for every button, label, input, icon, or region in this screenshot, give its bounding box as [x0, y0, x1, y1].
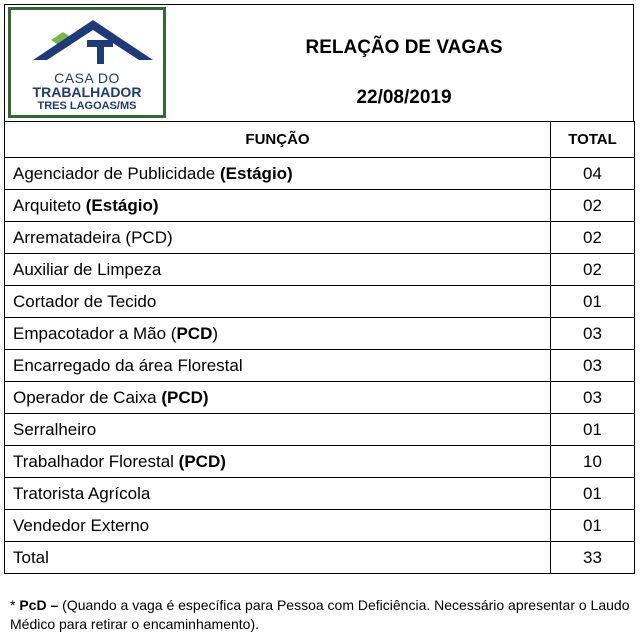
footnote-text: (Quando a vaga é específica para Pessoa com Deficiência. Necessário apresentar o Laudo Médico para retirar o encaminhamento). — [10, 597, 630, 632]
row-total: 03 — [551, 350, 635, 382]
row-funcao: Vendedor Externo — [5, 510, 551, 542]
table-row — [5, 510, 635, 542]
table-row — [5, 414, 635, 446]
row-funcao: Encarregado da área Florestal — [5, 350, 551, 382]
row-total: 01 — [551, 414, 635, 446]
total-label: Total — [5, 542, 551, 574]
row-funcao: Agenciador de Publicidade (Estágio) — [5, 158, 551, 190]
table-header-row — [5, 122, 635, 158]
row-funcao: Empacotador a Mão (PCD) — [5, 318, 551, 350]
row-funcao: Operador de Caixa (PCD) — [5, 382, 551, 414]
row-total: 04 — [551, 158, 635, 190]
row-total: 02 — [551, 190, 635, 222]
table-row — [5, 158, 635, 190]
row-funcao: Serralheiro — [5, 414, 551, 446]
table-row — [5, 318, 635, 350]
row-funcao: Trabalhador Florestal (PCD) — [5, 446, 551, 478]
logo-line1: CASA DO — [54, 70, 120, 86]
table-row — [5, 254, 635, 286]
table-row — [5, 446, 635, 478]
footnote-term: PcD – — [19, 597, 59, 613]
row-funcao: Auxiliar de Limpeza — [5, 254, 551, 286]
logo-line3: TRES LAGOAS/MS — [37, 100, 137, 112]
table-row — [5, 478, 635, 510]
row-total: 01 — [551, 510, 635, 542]
footnote-prefix: * — [10, 597, 20, 613]
table-row — [5, 286, 635, 318]
table-total-row — [5, 542, 635, 574]
logo — [8, 7, 166, 118]
row-total: 02 — [551, 254, 635, 286]
row-total: 01 — [551, 478, 635, 510]
table-body — [5, 158, 635, 542]
footnote — [10, 596, 630, 634]
table-row — [5, 222, 635, 254]
row-funcao: Arquiteto (Estágio) — [5, 190, 551, 222]
row-funcao: Cortador de Tecido — [5, 286, 551, 318]
column-header-funcao: FUNÇÃO — [5, 122, 551, 158]
row-total: 01 — [551, 286, 635, 318]
row-total: 10 — [551, 446, 635, 478]
house-roof-icon — [11, 10, 163, 70]
vacancy-sheet — [4, 4, 634, 574]
vacancy-table — [4, 121, 635, 574]
page-title: RELAÇÃO DE VAGAS — [305, 37, 503, 58]
row-total: 02 — [551, 222, 635, 254]
row-funcao: Arrematadeira (PCD) — [5, 222, 551, 254]
table-row — [5, 190, 635, 222]
total-value: 33 — [551, 542, 635, 574]
row-funcao: Tratorista Agrícola — [5, 478, 551, 510]
table-row — [5, 382, 635, 414]
header — [4, 4, 634, 121]
row-total: 03 — [551, 318, 635, 350]
table-row — [5, 350, 635, 382]
row-total: 03 — [551, 382, 635, 414]
logo-line2: TRABALHADOR — [32, 84, 142, 100]
column-header-total: TOTAL — [551, 122, 635, 158]
page-date: 22/08/2019 — [356, 87, 452, 108]
